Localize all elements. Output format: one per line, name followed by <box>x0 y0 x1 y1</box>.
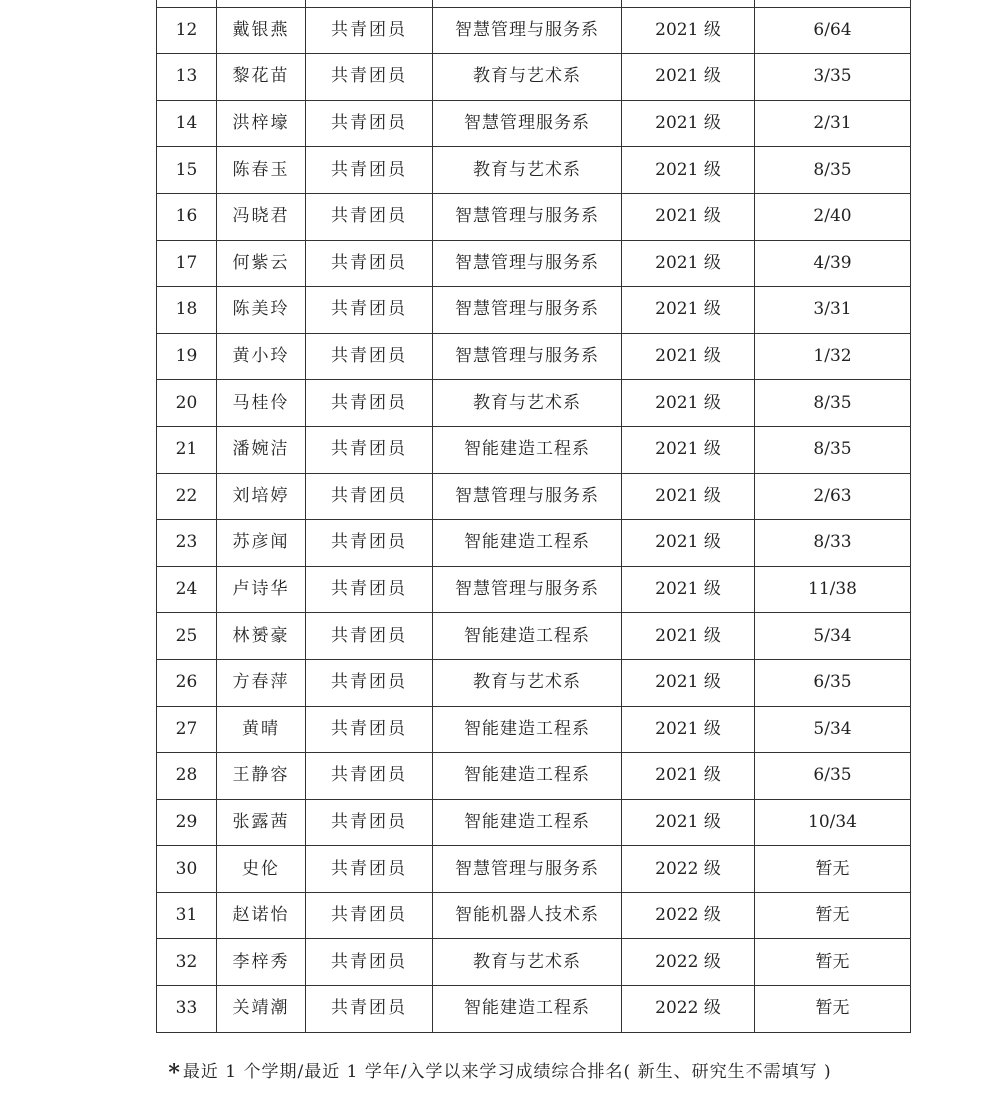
table-row <box>157 426 911 473</box>
cell-department: 教育与艺术系 <box>433 54 622 101</box>
cell-rank: 暂无 <box>755 939 911 986</box>
cell-number: 14 <box>157 100 217 147</box>
cell-number: 15 <box>157 147 217 194</box>
cell-political-status: 共青团员 <box>306 193 433 240</box>
cell-grade: 2021 级 <box>622 240 755 287</box>
cell-rank: 6/35 <box>755 753 911 800</box>
cell-department: 智能建造工程系 <box>433 706 622 753</box>
table-row <box>157 287 911 334</box>
cell-rank: 2/31 <box>755 100 911 147</box>
cell-number: 16 <box>157 193 217 240</box>
table-row <box>157 240 911 287</box>
cell-political-status: 共青团员 <box>306 892 433 939</box>
cell-political-status: 共青团员 <box>306 846 433 893</box>
roster-body <box>157 0 911 1032</box>
table-row <box>157 566 911 613</box>
cell-rank: 8/35 <box>755 426 911 473</box>
cell-grade: 2021 级 <box>622 7 755 54</box>
cell-grade: 2021 级 <box>622 287 755 334</box>
cell-grade: 2021 级 <box>622 426 755 473</box>
cell-department: 智慧管理与服务系 <box>433 287 622 334</box>
cell-political-status: 共青团员 <box>306 566 433 613</box>
cell-political-status: 共青团员 <box>306 799 433 846</box>
cell-name: 潘婉洁 <box>217 426 306 473</box>
cell-department: 教育与艺术系 <box>433 659 622 706</box>
cell-department: 智能建造工程系 <box>433 986 622 1033</box>
table-row <box>157 333 911 380</box>
cell-department <box>433 0 622 7</box>
cell-number: 30 <box>157 846 217 893</box>
cell-name: 刘培婷 <box>217 473 306 520</box>
cell-grade: 2021 级 <box>622 473 755 520</box>
cell-grade <box>622 0 755 7</box>
cell-rank: 6/64 <box>755 7 911 54</box>
cell-department: 智慧管理与服务系 <box>433 566 622 613</box>
table-row <box>157 706 911 753</box>
cell-department: 智能建造工程系 <box>433 426 622 473</box>
cell-name: 洪梓壕 <box>217 100 306 147</box>
student-roster-table <box>156 0 911 1033</box>
cell-name: 陈春玉 <box>217 147 306 194</box>
cell-grade: 2021 级 <box>622 566 755 613</box>
cell-number: 29 <box>157 799 217 846</box>
table-row <box>157 7 911 54</box>
cell-rank: 2/63 <box>755 473 911 520</box>
cell-name: 赵诺怡 <box>217 892 306 939</box>
cell-rank: 8/33 <box>755 520 911 567</box>
cell-number: 13 <box>157 54 217 101</box>
table-row <box>157 846 911 893</box>
cell-rank: 6/35 <box>755 659 911 706</box>
cell-grade: 2021 级 <box>622 706 755 753</box>
table-row <box>157 659 911 706</box>
cell-name <box>217 0 306 7</box>
table-row <box>157 147 911 194</box>
cell-name: 王静容 <box>217 753 306 800</box>
cell-number <box>157 0 217 7</box>
table-row <box>157 613 911 660</box>
cell-name: 黎花苗 <box>217 54 306 101</box>
cell-name: 黄小玲 <box>217 333 306 380</box>
cell-name: 林赟豪 <box>217 613 306 660</box>
cell-political-status: 共青团员 <box>306 100 433 147</box>
cell-political-status <box>306 0 433 7</box>
cell-department: 智慧管理与服务系 <box>433 473 622 520</box>
cell-grade: 2021 级 <box>622 380 755 427</box>
cell-grade: 2021 级 <box>622 613 755 660</box>
cell-department: 智慧管理服务系 <box>433 100 622 147</box>
cell-number: 18 <box>157 287 217 334</box>
cell-political-status: 共青团员 <box>306 287 433 334</box>
cell-political-status: 共青团员 <box>306 333 433 380</box>
cell-name: 陈美玲 <box>217 287 306 334</box>
cell-number: 24 <box>157 566 217 613</box>
cell-grade: 2021 级 <box>622 54 755 101</box>
cell-grade: 2022 级 <box>622 986 755 1033</box>
cell-name: 卢诗华 <box>217 566 306 613</box>
footnote <box>0 1057 1000 1086</box>
cell-number: 17 <box>157 240 217 287</box>
cell-department: 智能建造工程系 <box>433 613 622 660</box>
cell-political-status: 共青团员 <box>306 380 433 427</box>
cell-department: 教育与艺术系 <box>433 939 622 986</box>
cell-grade: 2022 级 <box>622 892 755 939</box>
cell-rank: 5/34 <box>755 613 911 660</box>
cell-number: 19 <box>157 333 217 380</box>
cell-rank: 暂无 <box>755 986 911 1033</box>
cell-name: 戴银燕 <box>217 7 306 54</box>
cell-political-status: 共青团员 <box>306 520 433 567</box>
cell-department: 智能建造工程系 <box>433 753 622 800</box>
cell-rank: 暂无 <box>755 892 911 939</box>
cell-rank: 11/38 <box>755 566 911 613</box>
cell-political-status: 共青团员 <box>306 54 433 101</box>
cell-grade: 2021 级 <box>622 147 755 194</box>
cell-political-status: 共青团员 <box>306 7 433 54</box>
cell-number: 23 <box>157 520 217 567</box>
table-row <box>157 986 911 1033</box>
cell-number: 20 <box>157 380 217 427</box>
cell-name: 苏彦闻 <box>217 520 306 567</box>
cell-grade: 2021 级 <box>622 333 755 380</box>
cell-department: 智能建造工程系 <box>433 520 622 567</box>
cell-rank: 4/39 <box>755 240 911 287</box>
cell-rank: 1/32 <box>755 333 911 380</box>
table-row <box>157 100 911 147</box>
cell-name: 马桂伶 <box>217 380 306 427</box>
cell-rank: 3/31 <box>755 287 911 334</box>
cell-rank: 2/40 <box>755 193 911 240</box>
cell-name: 冯晓君 <box>217 193 306 240</box>
table-row <box>157 520 911 567</box>
cell-number: 22 <box>157 473 217 520</box>
cell-number: 12 <box>157 7 217 54</box>
table-row <box>157 753 911 800</box>
cell-rank: 5/34 <box>755 706 911 753</box>
cell-political-status: 共青团员 <box>306 659 433 706</box>
cell-name: 关靖潮 <box>217 986 306 1033</box>
cell-department: 智能建造工程系 <box>433 799 622 846</box>
cell-number: 26 <box>157 659 217 706</box>
cell-grade: 2022 级 <box>622 939 755 986</box>
cell-political-status: 共青团员 <box>306 613 433 660</box>
cell-department: 智慧管理与服务系 <box>433 7 622 54</box>
cell-rank: 8/35 <box>755 147 911 194</box>
cell-department: 教育与艺术系 <box>433 147 622 194</box>
cell-department: 智能机器人技术系 <box>433 892 622 939</box>
cell-number: 21 <box>157 426 217 473</box>
cell-political-status: 共青团员 <box>306 147 433 194</box>
cell-number: 27 <box>157 706 217 753</box>
cell-name: 方春萍 <box>217 659 306 706</box>
cell-department: 智慧管理与服务系 <box>433 193 622 240</box>
table-row <box>157 0 911 7</box>
cell-rank <box>755 0 911 7</box>
cell-rank: 10/34 <box>755 799 911 846</box>
footnote-text: 最近 1 个学期/最近 1 学年/入学以来学习成绩综合排名( 新生、研究生不需填写 ) <box>182 1062 832 1082</box>
cell-grade: 2021 级 <box>622 799 755 846</box>
cell-name: 何紫云 <box>217 240 306 287</box>
footnote-asterisk: * <box>168 1060 181 1086</box>
cell-department: 教育与艺术系 <box>433 380 622 427</box>
cell-department: 智慧管理与服务系 <box>433 846 622 893</box>
cell-rank: 3/35 <box>755 54 911 101</box>
cell-number: 31 <box>157 892 217 939</box>
cell-political-status: 共青团员 <box>306 426 433 473</box>
cell-name: 张露茜 <box>217 799 306 846</box>
cell-grade: 2021 级 <box>622 659 755 706</box>
cell-name: 史伦 <box>217 846 306 893</box>
cell-political-status: 共青团员 <box>306 939 433 986</box>
cell-political-status: 共青团员 <box>306 706 433 753</box>
cell-number: 32 <box>157 939 217 986</box>
cell-name: 李梓秀 <box>217 939 306 986</box>
cell-political-status: 共青团员 <box>306 753 433 800</box>
cell-political-status: 共青团员 <box>306 986 433 1033</box>
cell-number: 25 <box>157 613 217 660</box>
table-row <box>157 939 911 986</box>
cell-political-status: 共青团员 <box>306 473 433 520</box>
cell-number: 28 <box>157 753 217 800</box>
cell-department: 智慧管理与服务系 <box>433 333 622 380</box>
table-row <box>157 380 911 427</box>
cell-rank: 8/35 <box>755 380 911 427</box>
cell-grade: 2021 级 <box>622 100 755 147</box>
cell-grade: 2021 级 <box>622 753 755 800</box>
table-row <box>157 193 911 240</box>
cell-name: 黄晴 <box>217 706 306 753</box>
cell-department: 智慧管理与服务系 <box>433 240 622 287</box>
table-row <box>157 799 911 846</box>
table-row <box>157 473 911 520</box>
cell-political-status: 共青团员 <box>306 240 433 287</box>
cell-number: 33 <box>157 986 217 1033</box>
cell-grade: 2021 级 <box>622 193 755 240</box>
cell-grade: 2021 级 <box>622 520 755 567</box>
table-row <box>157 54 911 101</box>
cell-rank: 暂无 <box>755 846 911 893</box>
cell-grade: 2022 级 <box>622 846 755 893</box>
table-row <box>157 892 911 939</box>
